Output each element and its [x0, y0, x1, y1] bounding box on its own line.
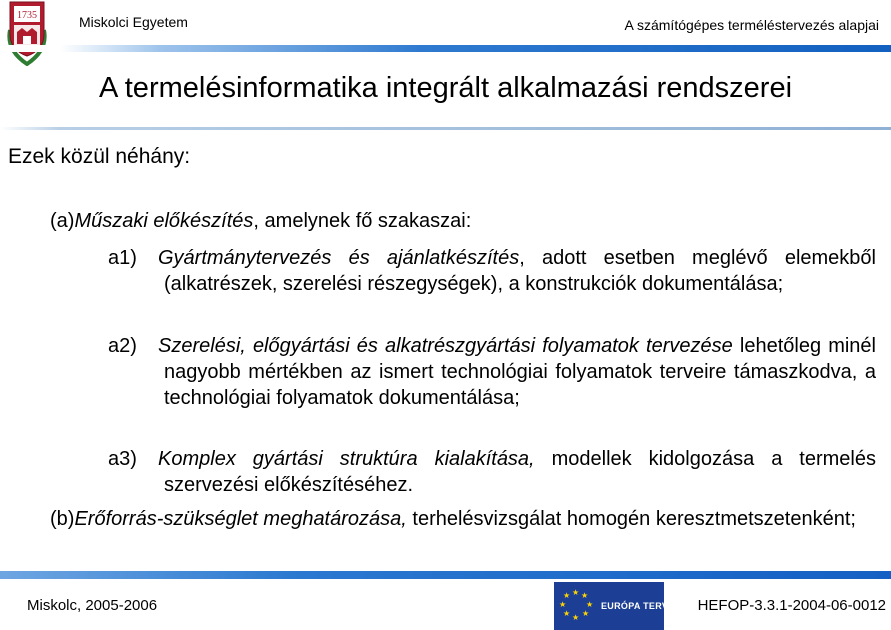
eu-star-icon: ★: [559, 600, 567, 609]
eu-star-icon: ★: [563, 591, 571, 600]
item-a-text: , amelynek fő szakaszai:: [253, 210, 472, 232]
logo-year: 1735: [17, 10, 37, 21]
footer-project-code: HEFOP-3.3.1-2004-06-0012: [697, 597, 886, 614]
item-a1-term: Gyártmánytervezés és ajánlatkészítés: [158, 247, 520, 269]
footer-location: Miskolc, 2005-2006: [27, 597, 158, 614]
item-a3-number: a3): [108, 448, 137, 470]
eu-star-icon: ★: [563, 609, 571, 618]
item-a3-text: modellek kidolgozása a termelés szervezési előkészítéséhez.: [164, 448, 876, 496]
eu-star-icon: ★: [572, 588, 580, 597]
header-bar: [0, 45, 891, 52]
eu-star-icon: ★: [581, 591, 589, 600]
item-b-label: (b): [50, 508, 75, 530]
slide-title: A termelésinformatika integrált alkalmazási rendszerei: [98, 72, 793, 104]
item-a3-term: Komplex gyártási struktúra kialakítása,: [158, 448, 535, 470]
item-a1-number: a1): [108, 247, 137, 269]
university-logo: [4, 0, 50, 66]
item-a2: [108, 333, 876, 411]
item-a-term: Műszaki előkészítés: [74, 210, 254, 232]
item-a2-term: Szerelési, előgyártási és alkatrészgyártási folyamatok tervezése: [158, 335, 733, 357]
eu-star-icon: ★: [582, 609, 590, 618]
item-a2-number: a2): [108, 335, 137, 357]
item-a-label: (a): [50, 210, 75, 232]
item-a: [50, 208, 880, 234]
item-a3: [108, 446, 876, 498]
item-a1: [108, 245, 876, 297]
title-divider: [0, 127, 891, 130]
eu-label: EURÓPA TERV: [601, 601, 669, 611]
eu-logo: [554, 582, 669, 630]
item-b-term: Erőforrás-szükséglet meghatározása,: [74, 508, 407, 530]
item-b-text: terhelésvizsgálat homogén keresztmetszetenként;: [406, 508, 856, 530]
item-b: [50, 506, 876, 532]
university-name: Miskolci Egyetem: [79, 14, 188, 30]
item-a1-text: , adott esetben meglévő elemekből (alkatrészek, szerelési részegységek), a konstrukciók dokumentálása;: [164, 247, 876, 295]
eu-star-icon: ★: [572, 613, 580, 622]
item-a2-text: lehetőleg minél nagyobb mértékben az ismert technológiai folyamatok terveire támaszkodva, a technológiai folyamatok dokumentálása;: [164, 335, 876, 409]
intro-text: Ezek közül néhány:: [8, 145, 191, 168]
footer-bar: [0, 571, 891, 579]
course-title: A számítógépes terméléstervezés alapjai: [624, 17, 879, 33]
eu-star-icon: ★: [586, 600, 594, 609]
